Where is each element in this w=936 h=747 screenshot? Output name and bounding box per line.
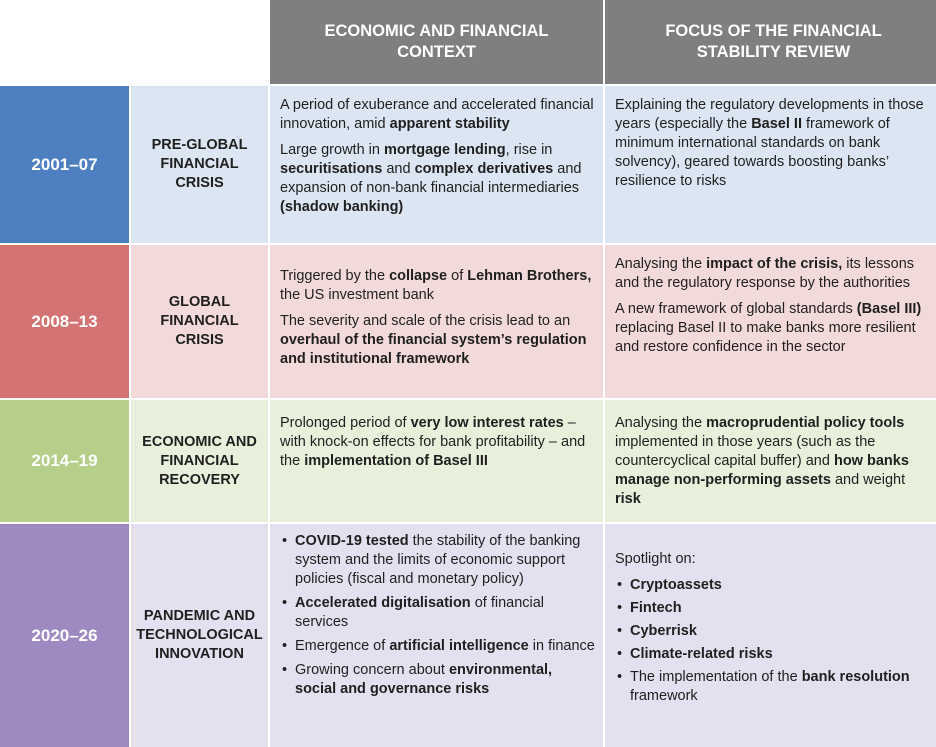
list-item: • Accelerated digitalisation of financial services xyxy=(280,594,595,632)
period-years: 2001–07 xyxy=(0,86,129,243)
focus-cell xyxy=(605,524,936,747)
context-text: Large growth in mortgage lending, rise in securitisations and complex derivatives and expansion of non-bank financial intermediaries (shadow banking) xyxy=(280,142,582,215)
period-years: 2008–13 xyxy=(0,245,129,398)
period-phase: PANDEMIC AND TECHNOLOGICAL INNOVATION xyxy=(131,524,268,747)
focus-text: Explaining the regulatory developments in those years (especially the Basel II framework of minimum international standards on bank solvency), geared towards boosting banks’ resilience to risks xyxy=(615,97,924,189)
context-list xyxy=(280,532,595,699)
focus-cell xyxy=(605,86,936,243)
context-cell xyxy=(270,86,603,243)
period-phase: GLOBAL FINANCIAL CRISIS xyxy=(131,245,268,398)
list-item: • Climate-related risks xyxy=(615,645,934,664)
list-item: • Growing concern about environmental, social and governance risks xyxy=(280,661,595,699)
focus-cell xyxy=(605,245,936,398)
focus-list xyxy=(615,576,934,706)
focus-cell xyxy=(605,400,936,522)
period-phase: ECONOMIC AND FINANCIAL RECOVERY xyxy=(131,400,268,522)
list-item: • Cyberrisk xyxy=(615,622,934,641)
list-item: • Emergence of artificial intelligence in finance xyxy=(280,637,595,656)
header-focus: FOCUS OF THE FINANCIAL STABILITY REVIEW xyxy=(605,0,936,84)
context-text: Prolonged period of very low interest rates – with knock-on effects for bank profitability – and the implementation of Basel III xyxy=(280,415,586,469)
context-cell xyxy=(270,400,603,522)
context-cell xyxy=(270,524,603,747)
focus-text: Analysing the impact of the crisis, its lessons and the regulatory response by the authorities xyxy=(615,256,915,291)
list-item: • Cryptoassets xyxy=(615,576,934,595)
context-cell xyxy=(270,245,603,398)
period-years: 2020–26 xyxy=(0,524,129,747)
focus-intro: Spotlight on: xyxy=(615,551,696,567)
context-text: Triggered by the collapse of Lehman Brothers, the US investment bank xyxy=(280,268,592,303)
corner-cell xyxy=(0,0,129,84)
focus-text: Analysing the macroprudential policy tools implemented in those years (such as the countercyclical capital buffer) and how banks manage non-performing assets and weight risk xyxy=(615,415,909,507)
context-text: The severity and scale of the crisis lead to an overhaul of the financial system’s regulation and institutional framework xyxy=(280,313,587,367)
list-item: • COVID-19 tested the stability of the banking system and the limits of economic support policies (fiscal and monetary policy) xyxy=(280,532,595,589)
focus-text: A new framework of global standards (Basel III) replacing Basel II to make banks more resilient and restore confidence in the sector xyxy=(615,301,922,355)
list-item: • The implementation of the bank resolution framework xyxy=(615,668,934,706)
header-context: ECONOMIC AND FINANCIAL CONTEXT xyxy=(270,0,603,84)
period-phase: PRE-GLOBAL FINANCIAL CRISIS xyxy=(131,86,268,243)
list-item: • Fintech xyxy=(615,599,934,618)
period-years: 2014–19 xyxy=(0,400,129,522)
context-text: A period of exuberance and accelerated financial innovation, amid apparent stability xyxy=(280,97,594,132)
corner-cell-2 xyxy=(131,0,268,84)
